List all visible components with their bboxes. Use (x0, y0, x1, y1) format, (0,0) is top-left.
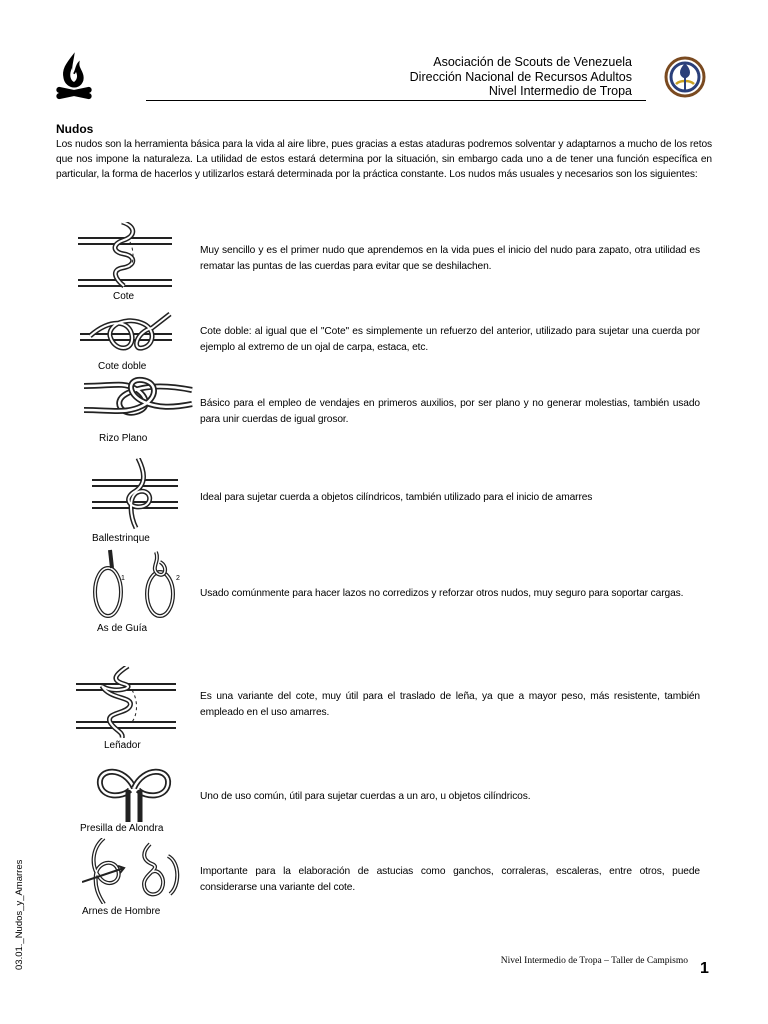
rizo-plano-knot-icon (82, 372, 194, 422)
knot-desc-presilla-de-alondra: Uno de uso común, útil para sujetar cuerdas a un aro, u objetos cilíndricos. (200, 791, 531, 802)
header-line-level: Nivel Intermedio de Tropa (488, 84, 632, 98)
as-de-guia-knot-icon (88, 548, 186, 622)
knot-desc-cote-doble: Cote doble: al igual que el "Cote" es simplemente un refuerzo del anterior, utilizado para sujetar una cuerda por ejemplo al extremo de un ojal de carpa, estaca, etc. (200, 326, 700, 353)
header-block (410, 55, 632, 99)
cote-doble-knot-icon (80, 310, 172, 360)
arnes-de-hombre-knot-icon (82, 838, 182, 904)
knot-desc-arnes-de-hombre: Importante para la elaboración de astucias como ganchos, corraleras, escaleras, entre otros, puede considerarse una variante del cote. (200, 866, 700, 893)
as-de-guia-step-2: 2 (176, 575, 180, 582)
knot-label-lenador: Leñador (104, 740, 141, 751)
section-title: Nudos (56, 122, 94, 136)
section-intro: Los nudos son la herramienta básica para la vida al aire libre, pues gracias a estas ataduras podremos solventar y adaptarnos a mucho de los retos que nos impone la naturaleza. La utilidad de estos estará determina por la situación, sin embargo cada uno a de tener una función específica en particular, la forma de hacerlos y utilizarlos estará determinada por la práctica constante. Los nudos más usuales y necesarios son los siguientes: (56, 139, 712, 180)
page-number: 1 (700, 960, 709, 977)
knot-label-ballestrinque: Ballestrinque (92, 533, 150, 544)
header-line-organization: Asociación de Scouts de Venezuela (433, 55, 632, 69)
knot-label-presilla-de-alondra: Presilla de Alondra (80, 823, 164, 834)
knot-desc-rizo-plano: Básico para el empleo de vendajes en primeros auxilios, por ser plano y no generar molestias, también usado para unir cuerdas de igual grosor. (200, 398, 700, 425)
knot-label-as-de-guia: As de Guía (97, 623, 148, 634)
footer-course: Nivel Intermedio de Tropa – Taller de Campismo (500, 956, 688, 966)
header-divider (146, 100, 646, 101)
ballestrinque-knot-icon (92, 458, 178, 530)
knot-label-arnes-de-hombre: Arnes de Hombre (82, 906, 161, 917)
cote-knot-icon (78, 222, 172, 290)
knot-desc-lenador: Es una variante del cote, muy útil para el traslado de leña, ya que a mayor peso, más resistente, también empleado en el uso amarres. (200, 691, 700, 718)
presilla-de-alondra-knot-icon (94, 760, 174, 822)
side-file-label: 03.01._Nudos_y_Amarres (14, 859, 25, 970)
knot-label-cote: Cote (113, 291, 135, 302)
campfire-logo-icon (52, 52, 96, 104)
knot-desc-as-de-guia: Usado comúnmente para hacer lazos no corredizos y reforzar otros nudos, muy seguro para soportar cargas. (200, 588, 684, 599)
knot-desc-ballestrinque: Ideal para sujetar cuerda a objetos cilíndricos, también utilizado para el inicio de amarres (200, 492, 593, 503)
as-de-guia-step-1: 1 (121, 575, 125, 582)
scouts-venezuela-emblem-icon (664, 54, 706, 100)
knot-desc-cote: Muy sencillo y es el primer nudo que aprendemos en la vida pues el inicio del nudo para zapato, otra utilidad es rematar las puntas de las cuerdas para evitar que se deshilachen. (200, 245, 700, 272)
lenador-knot-icon (76, 666, 176, 738)
knot-label-cote-doble: Cote doble (98, 361, 147, 372)
knot-label-rizo-plano: Rizo Plano (99, 433, 148, 444)
header-line-directorate: Dirección Nacional de Recursos Adultos (409, 69, 632, 84)
